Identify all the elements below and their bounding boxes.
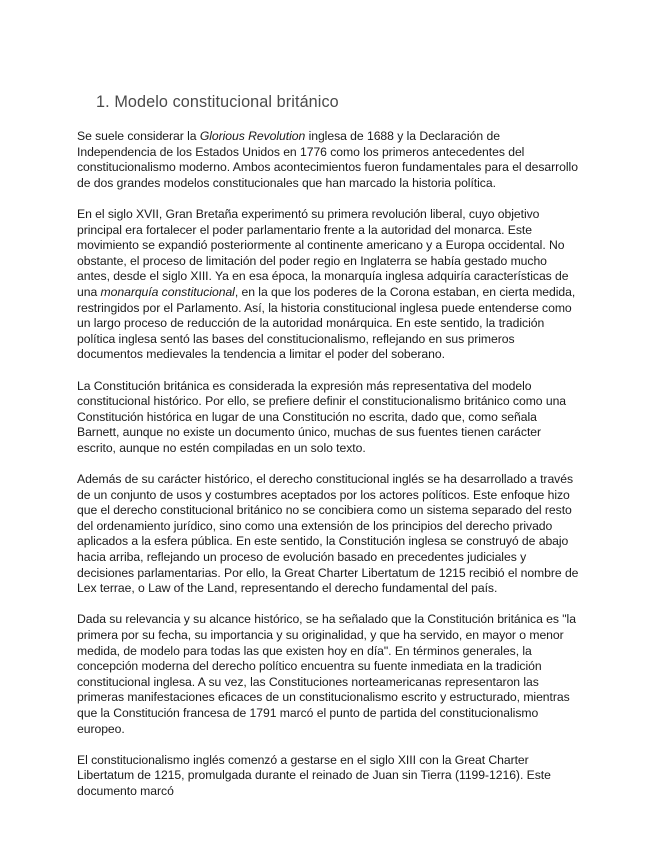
paragraph xyxy=(77,753,579,800)
italic-term: Glorious Revolution xyxy=(199,129,306,143)
paragraph xyxy=(77,129,579,191)
section-number: 1. xyxy=(96,93,110,111)
paragraph-text: Además de su carácter histórico, el derecho constitucional inglés se ha desarrollado a través de un conjunto de usos y costumbres aceptados por los actores políticos. Este enfoque hizo que el derecho constitucional británico no se concibiera como un sistema separado del resto del ordenamiento jurídico, sino como una extensión de los principios del derecho privado aplicados a la esfera pública. En este sentido, la Constitución inglesa se construyó de abajo hacia arriba, reflejando un proceso de evolución basado en precedentes judiciales y decisiones parlamentarias. Por ello, la Great Charter Libertatum de 1215 recibió el nombre de Lex terrae, o Law of the Land, representando el derecho fundamental del país. xyxy=(77,472,579,596)
section-title: Modelo constitucional británico xyxy=(114,93,339,111)
paragraph-text: Se suele considerar la xyxy=(77,129,200,143)
paragraph-text: El constitucionalismo inglés comenzó a gestarse en el siglo XIII con la Great Charter Libertatum de 1215, promulgada durante el reinado de Juan sin Tierra (1199-1216). Este documento marcó xyxy=(77,752,551,798)
paragraph-text: , en la que los poderes de la Corona estaban, en cierta medida, restringidos por el Parlamento. Así, la historia constitucional inglesa puede entenderse como un largo proceso de reducción de la autoridad monárquica. En este sentido, la tradición política inglesa sentó las bases del constitucionalismo, reflejando en sus primeros documentos medievales la tendencia a limitar el poder del soberano. xyxy=(77,284,576,362)
paragraph-text: inglesa de 1688 y la Declaración de Independencia de los Estados Unidos en 1776 como los primeros antecedentes del constitucionalismo moderno. Ambos acontecimientos fueron fundamentales para el desarrollo de dos grandes modelos constitucionales que han marcado la historia política. xyxy=(77,129,578,190)
paragraph-text: La Constitución británica es considerada la expresión más representativa del modelo constitucional histórico. Por ello, se prefiere definir el constitucionalismo británico como una Constitución histórica en lugar de una Constitución no escrita, dado que, como señala Barnett, aunque no existe un documento único, muchas de sus fuentes tienen carácter escrito, aunque no estén compiladas en un solo texto. xyxy=(77,378,567,455)
paragraph xyxy=(77,612,579,737)
paragraph-text: Dada su relevancia y su alcance histórico, se ha señalado que la Constitución británica es "la primera por su fecha, su importancia y su originalidad, y que ha servido, en mayor o menor medida, de modelo para todas las que existen hoy en día". En términos generales, la concepción moderna del derecho político encuentra su fuente inmediata en la tradición constitucional inglesa. A su vez, las Constituciones norteamericanas representaron las primeras manifestaciones eficaces de un constitucionalismo escrito y estructurado, mientras que la Constitución francesa de 1791 marcó el punto de partida del constitucionalismo europeo. xyxy=(77,612,576,736)
italic-term: monarquía constitucional xyxy=(100,284,235,299)
paragraph xyxy=(77,379,579,457)
paragraph xyxy=(77,207,579,363)
paragraph xyxy=(77,472,579,597)
paragraph-text: En el siglo XVII, Gran Bretaña experimentó su primera revolución liberal, cuyo objetivo principal era fortalecer el poder parlamentario frente a la autoridad del monarca. Este movimiento se expandió posteriormente al continente americano y a Europa occidental. No obstante, el proceso de limitación del poder regio en Inglaterra se había gestado mucho antes, desde el siglo XIII. Ya en esa época, la monarquía inglesa adquiría características de una xyxy=(77,206,569,299)
section-heading xyxy=(96,92,579,112)
